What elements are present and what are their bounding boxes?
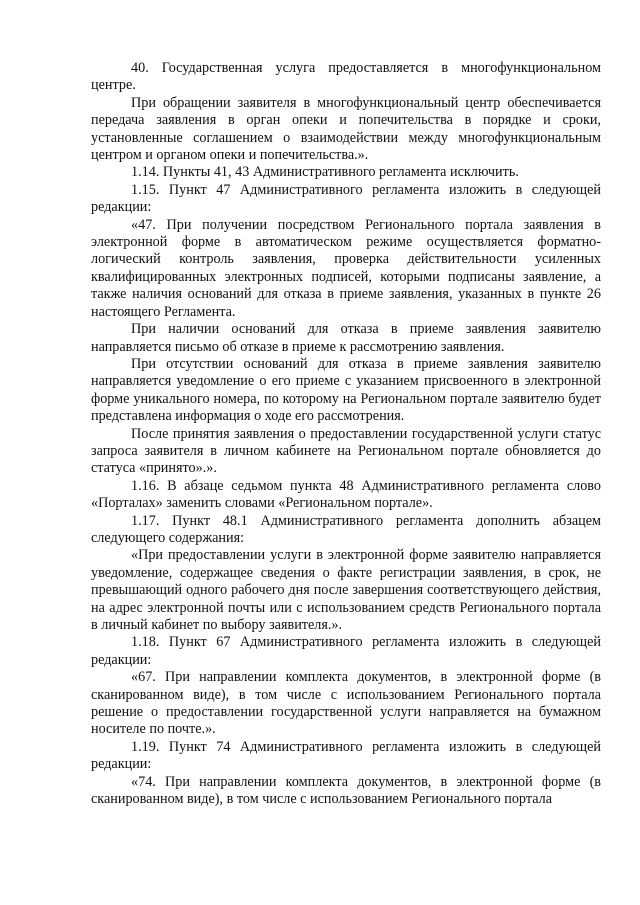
paragraph-item-67: «67. При направлении комплекта документов, в электронной форме (в сканированном виде), в том числе с использованием Регионального портала решение о предоставлении государственной услуги направляется на бумажном носителе по почте.». (91, 669, 601, 738)
paragraph-refusal-letter: При наличии оснований для отказа в приеме заявления заявителю направляется письмо об отказе в приеме к рассмотрению заявления. (91, 321, 601, 355)
paragraph-item-47: «47. При получении посредством Регионального портала заявления в электронной форме в автоматическом режиме осуществляется форматно-логический контроль заявления, проверка действительности усиленных квалифицированных электронных подписей, которыми подписаны заявление, а также наличия оснований для отказа в приеме заявления, указанных в пункте 26 настоящего Регламента. (91, 216, 601, 320)
document-page (91, 60, 601, 808)
paragraph-mfc-transfer: При обращении заявителя в многофункциональный центр обеспечивается передача заявления в орган опеки и попечительства в порядке и сроки, установленные соглашением о взаимодействии между многофункциональным центром и органом опеки и попечительства.». (91, 94, 601, 164)
paragraph-1-15: 1.15. Пункт 47 Административного регламента изложить в следующей редакции: (91, 181, 601, 216)
paragraph-registration-notice: «При предоставлении услуги в электронной форме заявителю направляется уведомление, содержащее сведения о факте регистрации заявления, в срок, не превышающий одного рабочего дня после завершения соответствующего действия, на адрес электронной почты или с использованием средств Регионального портала в личный кабинет по выбору заявителя.». (91, 547, 601, 633)
paragraph-1-17: 1.17. Пункт 48.1 Административного регламента дополнить абзацем следующего содержания: (91, 512, 601, 546)
paragraph-1-14: 1.14. Пункты 41, 43 Административного регламента исключить. (131, 164, 519, 181)
paragraph-1-19: 1.19. Пункт 74 Административного регламента изложить в следующей редакции: (91, 738, 601, 773)
paragraph-status-update: После принятия заявления о предоставлении государственной услуги статус запроса заявителя в личном кабинете на Региональном портале обновляется до статуса «принято».». (91, 425, 601, 477)
paragraph-item-40: 40. Государственная услуга предоставляется в многофункциональном центре. (91, 60, 601, 94)
paragraph-1-16: 1.16. В абзаце седьмом пункта 48 Административного регламента слово «Порталах» заменить словами «Региональном портале». (91, 477, 601, 512)
paragraph-item-74: «74. При направлении комплекта документов, в электронной форме (в сканированном виде), в том числе с использованием Регионального портала (91, 773, 601, 808)
paragraph-1-18: 1.18. Пункт 67 Административного регламента изложить в следующей редакции: (91, 634, 601, 668)
paragraph-acceptance-notice: При отсутствии оснований для отказа в приеме заявления заявителю направляется уведомление о его приеме с указанием присвоенного в электронной форме уникального номера, по которому на Региональном портале заявителю будет представлена информация о ходе его рассмотрения. (91, 355, 601, 425)
